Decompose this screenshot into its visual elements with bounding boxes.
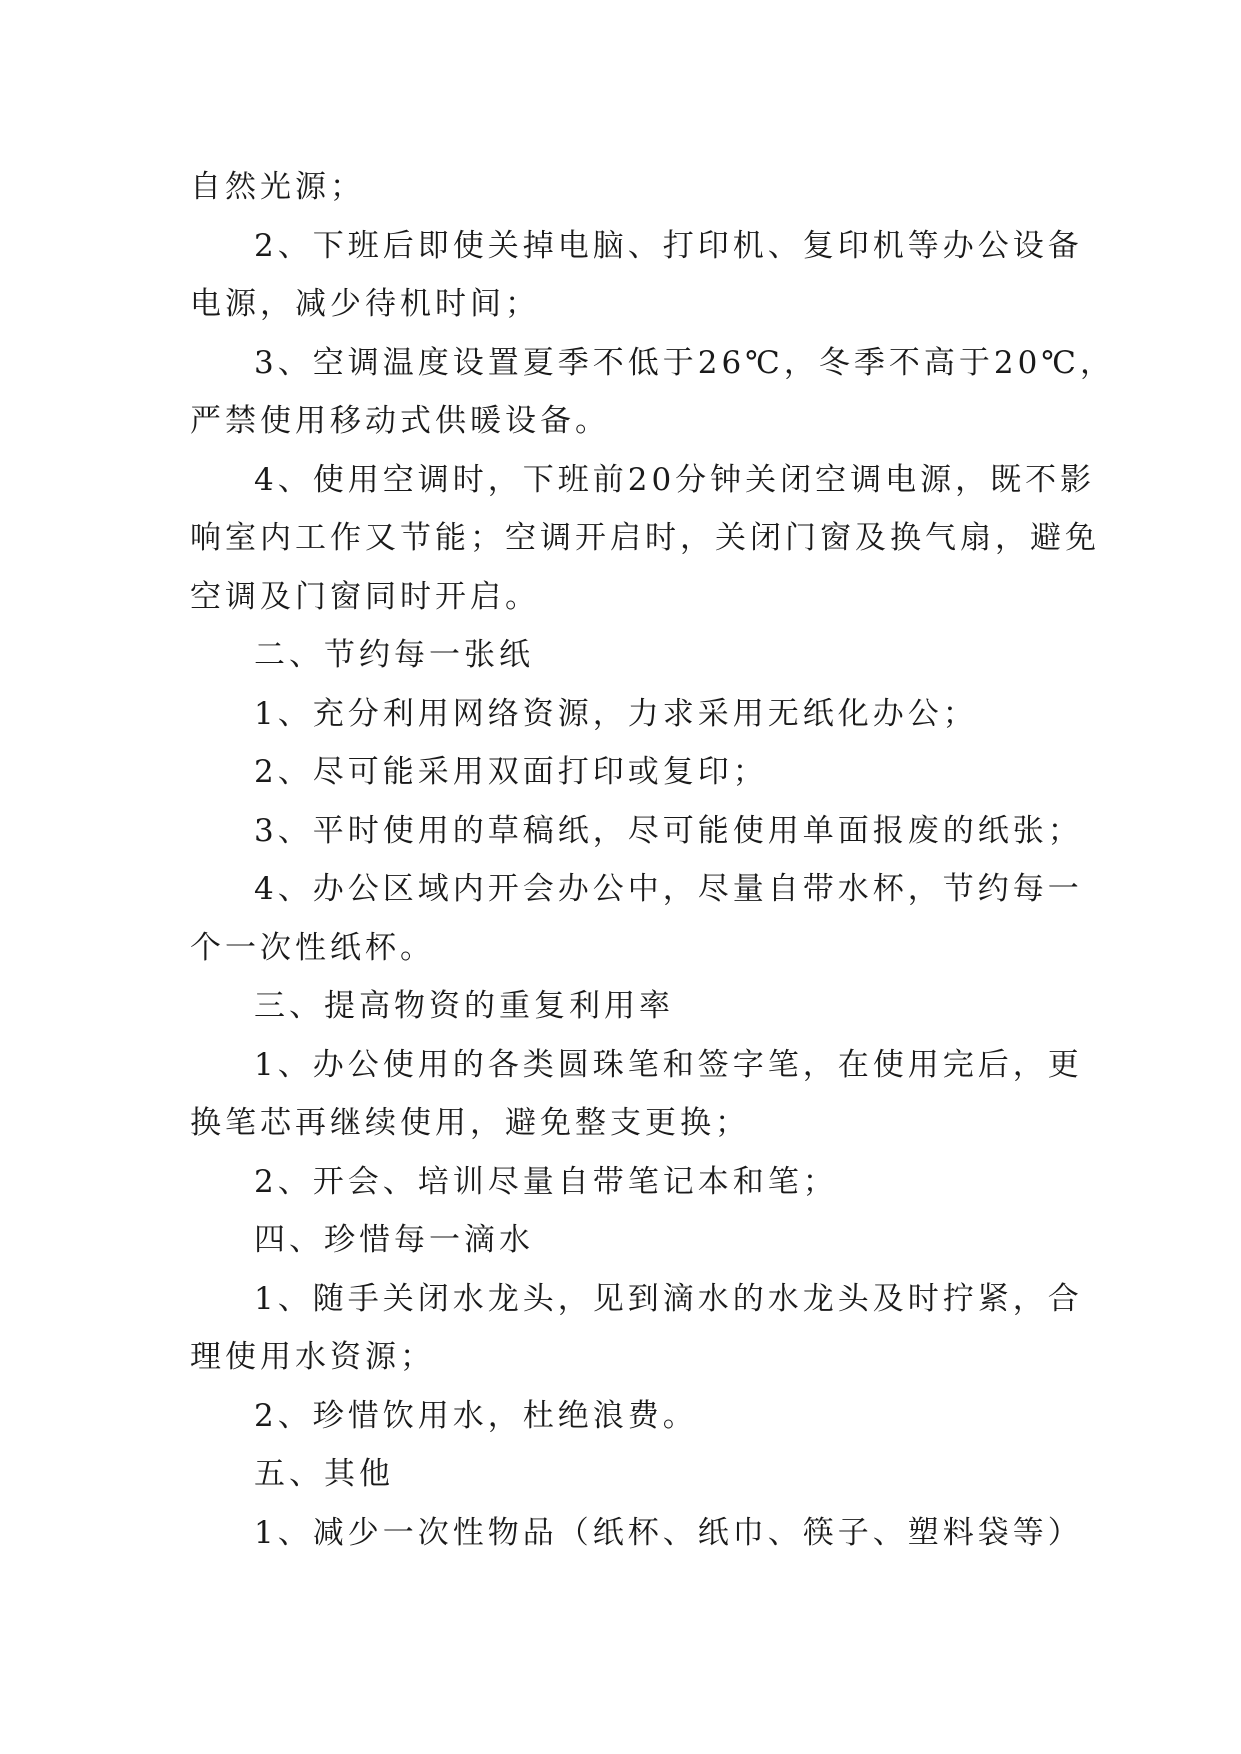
- document-body: [190, 158, 1115, 1562]
- text-line: 1、充分利用网络资源，力求采用无纸化办公；: [254, 695, 978, 732]
- text-line: 个一次性纸杯。: [190, 929, 435, 966]
- text-line: 自然光源；: [190, 169, 365, 205]
- text-line: 2、开会、培训尽量自带笔记本和笔；: [254, 1163, 838, 1200]
- text-line: 1、随手关闭水龙头，见到滴水的水龙头及时拧紧，合: [254, 1280, 1083, 1317]
- text-line: 电源，减少待机时间；: [190, 286, 540, 322]
- text-line: 3、空调温度设置夏季不低于26℃，冬季不高于20℃，: [254, 344, 1115, 381]
- text-line: 2、下班后即使关掉电脑、打印机、复印机等办公设备: [254, 227, 1083, 264]
- text-line: 响室内工作又节能；空调开启时，关闭门窗及换气扇，避免: [190, 520, 1100, 556]
- text-line: 空调及门窗同时开启。: [190, 578, 540, 615]
- text-line: 换笔芯再继续使用，避免整支更换；: [190, 1105, 750, 1141]
- text-line: 4、办公区域内开会办公中，尽量自带水杯，节约每一: [254, 871, 1083, 907]
- text-line: 三、提高物资的重复利用率: [254, 988, 674, 1024]
- text-line: 2、尽可能采用双面打印或复印；: [254, 754, 768, 790]
- text-line: 1、办公使用的各类圆珠笔和签字笔，在使用完后，更: [254, 1046, 1083, 1083]
- text-line: 3、平时使用的草稿纸，尽可能使用单面报废的纸张；: [254, 812, 1083, 849]
- text-line: 严禁使用移动式供暖设备。: [190, 403, 610, 439]
- text-line: 2、珍惜饮用水，杜绝浪费。: [254, 1397, 698, 1434]
- text-line: 理使用水资源；: [190, 1339, 435, 1375]
- text-line: 四、珍惜每一滴水: [254, 1222, 534, 1258]
- text-line: 二、节约每一张纸: [254, 637, 534, 673]
- text-line: 4、使用空调时，下班前20分钟关闭空调电源，既不影: [254, 461, 1096, 498]
- text-line: 1、减少一次性物品（纸杯、纸巾、筷子、塑料袋等）: [254, 1514, 1083, 1551]
- text-line: 五、其他: [254, 1456, 394, 1492]
